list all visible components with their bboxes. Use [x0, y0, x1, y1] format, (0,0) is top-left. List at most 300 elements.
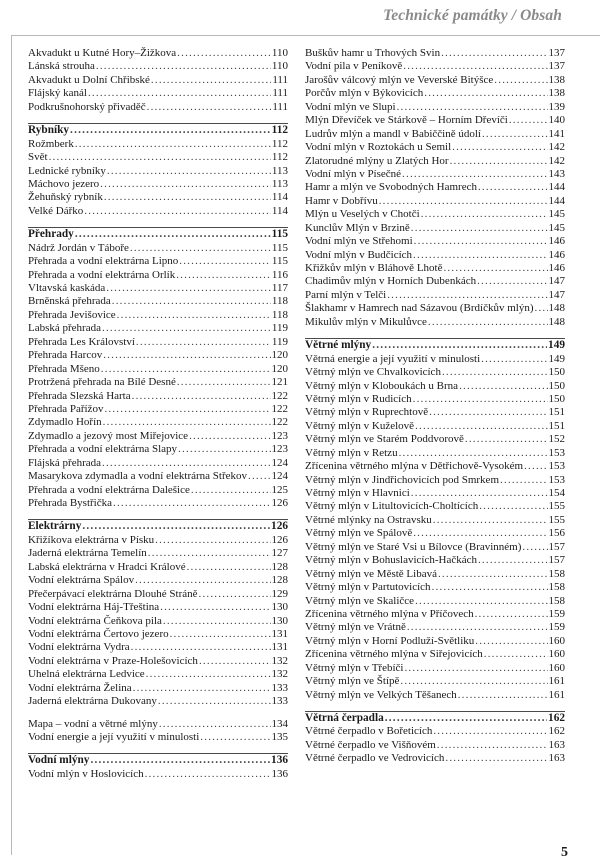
toc-entry [305, 222, 565, 235]
toc-entry-page-number: 119 [271, 322, 288, 335]
toc-entry [305, 406, 565, 419]
toc-entry [305, 262, 565, 275]
toc-entry-page-number: 142 [548, 154, 565, 167]
dot-leader [413, 527, 547, 540]
toc-entry-page-number: 113 [271, 164, 288, 177]
toc-entry-title: Větrný mlýn v Partutovicích [305, 581, 431, 594]
toc-entry-page-number: 145 [548, 221, 565, 234]
dot-leader [155, 534, 270, 547]
dot-leader [452, 141, 547, 154]
dot-leader [132, 390, 271, 403]
toc-entry [305, 114, 565, 127]
toc-entry-title: Přehrada Slezská Harta [28, 389, 131, 402]
toc-entry-page-number: 161 [548, 675, 565, 688]
dot-leader [200, 731, 270, 744]
dot-leader [402, 168, 547, 181]
toc-entry-title: Lánská strouha [28, 60, 95, 73]
toc-entry [305, 47, 565, 60]
toc-entry-title: Rybníky [28, 124, 70, 137]
toc-entry [305, 353, 565, 366]
toc-entry-title: Hamr v Dobřívu [305, 194, 378, 207]
toc-entry-title: Větrný mlýn ve Štípě [305, 675, 400, 688]
toc-entry-title: Vodní elektrárna Čeňkova pila [28, 614, 162, 627]
toc-entry-title: Větrný mlýn ve Městě Libavá [305, 567, 437, 580]
toc-entry [305, 289, 565, 302]
toc-entry-page-number: 161 [548, 688, 565, 701]
toc-entry-page-number: 143 [548, 167, 565, 180]
toc-entry [305, 249, 565, 262]
toc-entry-page-number: 126 [271, 497, 288, 509]
toc-entry [305, 302, 565, 315]
toc-section-heading [28, 753, 288, 767]
dot-leader [477, 275, 547, 288]
toc-entry-title: Rožmberk [28, 137, 74, 150]
toc-entry [305, 689, 565, 702]
toc-entry-page-number: 138 [548, 73, 565, 86]
toc-section-heading [28, 519, 288, 533]
dot-leader [482, 128, 548, 141]
toc-entry-page-number: 160 [548, 661, 565, 674]
toc-entry-page-number: 125 [271, 483, 288, 496]
toc-entry [305, 752, 565, 765]
toc-entry-page-number: 150 [548, 366, 565, 379]
dot-leader [191, 484, 271, 497]
toc-entry-title: Větrná energie a její využití v minulosti [305, 352, 481, 365]
toc-entry [28, 47, 288, 60]
toc-entry-page-number: 128 [271, 574, 288, 587]
dot-leader [88, 87, 271, 100]
toc-entry [28, 178, 288, 191]
toc-entry [305, 168, 565, 181]
toc-entry-title: Větrný mlýn v Retzu [305, 446, 398, 459]
toc-entry [28, 641, 288, 654]
toc-entry [305, 621, 565, 634]
toc-entry-page-number: 122 [271, 416, 288, 429]
dot-leader [509, 114, 548, 127]
section-gap [305, 702, 565, 711]
toc-entry [28, 349, 288, 362]
toc-section-heading [28, 123, 288, 137]
toc-entry-page-number: 116 [271, 268, 288, 281]
dot-leader [522, 541, 547, 554]
toc-entry-title: Masarykova zdymadla a vodní elektrárna Střekov [28, 470, 248, 483]
dot-leader [151, 74, 271, 87]
frame-left-rule [11, 35, 12, 855]
toc-entry-title: Jaderná elektrárna Temelín [28, 547, 147, 560]
toc-entry [28, 768, 288, 781]
toc-entry-page-number: 146 [548, 235, 565, 248]
toc-entry-page-number: 146 [548, 248, 565, 261]
toc-entry-title: Vodní mlýn ve Slupi [305, 100, 396, 113]
dot-leader [500, 474, 548, 487]
toc-entry-title: Zdymadlo a jezový most Miřejovice [28, 429, 189, 442]
toc-entry [305, 648, 565, 661]
toc-entry [305, 554, 565, 567]
toc-entry [305, 433, 565, 446]
dot-leader [148, 547, 271, 560]
dot-leader [481, 353, 547, 366]
toc-entry-title: Vodní mlýn ve Střehomi [305, 235, 413, 248]
toc-entry [28, 322, 288, 335]
toc-section-heading [305, 338, 565, 352]
toc-entry-title: Šlakhamr v Hamrech nad Sázavou (Brdíčkův mlýn) [305, 302, 534, 315]
dot-leader [145, 768, 271, 781]
toc-entry-page-number: 111 [272, 73, 288, 86]
toc-entry-title: Přehrada Harcov [28, 349, 103, 362]
dot-leader [199, 588, 271, 601]
dot-leader [107, 165, 271, 178]
dot-leader [524, 460, 547, 473]
toc-entry-title: Větrná čerpadla [305, 712, 384, 724]
dot-leader [49, 151, 271, 164]
toc-entry [28, 655, 288, 668]
dot-leader [421, 208, 548, 221]
toc-entry-title: Větrný mlýn v Kloboukách u Brna [305, 379, 459, 392]
toc-entry-title: Větrný mlýn ve Skaličce [305, 594, 415, 607]
toc-entry-page-number: 149 [548, 339, 565, 352]
toc-entry-page-number: 118 [271, 295, 288, 308]
toc-entry-title: Elektrárny [28, 520, 82, 533]
toc-entry-page-number: 128 [271, 560, 288, 573]
toc-entry [28, 731, 288, 744]
toc-entry [305, 60, 565, 73]
dot-leader [112, 295, 271, 308]
toc-entry-title: Větrný mlýn v Horní Podluží-Světliku [305, 634, 475, 647]
toc-entry-page-number: 124 [271, 470, 288, 483]
toc-entry-title: Větrný mlýn ve Velkých Těšanech [305, 688, 457, 701]
dot-leader [102, 322, 271, 335]
toc-entry-title: Větrný mlýn ve Starém Poddvorově [305, 433, 464, 446]
toc-entry [305, 101, 565, 114]
toc-entry-title: Přehrada Jevišovice [28, 308, 116, 321]
toc-entry [28, 255, 288, 268]
dot-leader [96, 60, 271, 73]
toc-entry-title: Nádrž Jordán v Táboře [28, 241, 129, 254]
dot-leader [411, 222, 548, 235]
toc-entry-page-number: 130 [271, 614, 288, 627]
toc-entry [305, 514, 565, 527]
toc-entry-page-number: 122 [271, 402, 288, 415]
toc-entry-page-number: 141 [548, 127, 565, 140]
toc-entry-title: Křižkův mlýn v Bláhově Lhotě [305, 262, 443, 274]
toc-entry-page-number: 158 [548, 581, 565, 594]
toc-entry-title: Přehrady [28, 228, 74, 241]
toc-entry-page-number: 122 [271, 389, 288, 402]
toc-entry-title: Větrný mlýn v Hlavnici [305, 487, 410, 499]
toc-entry [28, 601, 288, 614]
toc-entry-page-number: 153 [548, 460, 565, 473]
toc-entry-title: Větrný mlýn ve Chvalkovicích [305, 366, 441, 379]
toc-entry [28, 588, 288, 601]
toc-entry-title: Vodní mlýn v Hoslovicích [28, 767, 144, 780]
toc-entry-page-number: 120 [271, 362, 288, 375]
toc-entry-title: Větrné čerpadlo v Bořeticích [305, 725, 433, 738]
dot-leader [450, 155, 548, 168]
toc-entry [305, 155, 565, 168]
toc-entry-title: Vodní elektrárna Vydra [28, 641, 130, 654]
toc-entry-title: Zřícenina větrného mlýna v Příčovech [305, 607, 474, 620]
toc-entry [305, 195, 565, 208]
toc-entry [305, 208, 565, 221]
toc-entry [305, 141, 565, 154]
toc-entry-page-number: 151 [548, 406, 565, 419]
toc-entry [28, 87, 288, 100]
toc-entry [28, 628, 288, 641]
toc-entry-page-number: 136 [271, 767, 288, 780]
toc-entry-page-number: 111 [272, 100, 288, 113]
dot-leader [437, 739, 548, 752]
toc-entry [28, 668, 288, 681]
dot-leader [176, 269, 271, 282]
dot-leader [387, 289, 547, 302]
toc-section-heading [305, 711, 565, 725]
dot-leader [135, 574, 270, 587]
toc-entry-title: Vodní energie a její využití v minulosti [28, 731, 200, 743]
toc-entry [305, 275, 565, 288]
dot-leader [399, 447, 548, 460]
dot-leader [411, 487, 548, 500]
dot-leader [415, 595, 547, 608]
dot-leader [403, 60, 547, 73]
dot-leader [475, 635, 547, 648]
toc-entry-page-number: 113 [271, 177, 288, 190]
toc-entry [28, 295, 288, 308]
toc-entry-page-number: 147 [548, 288, 565, 301]
dot-leader [90, 754, 270, 767]
toc-entry [28, 309, 288, 322]
toc-entry-title: Vodní elektrárna v Praze-Holešovicích [28, 654, 198, 667]
dot-leader [397, 101, 548, 114]
toc-entry-page-number: 123 [271, 443, 288, 456]
dot-leader [106, 282, 271, 295]
toc-entry-title: Vodní elektrárna Spálov [28, 574, 135, 587]
toc-entry-page-number: 148 [548, 315, 565, 328]
dot-leader [130, 242, 271, 255]
toc-entry-title: Vodní elektrárna Želina [28, 681, 132, 694]
dot-leader [102, 457, 271, 470]
toc-entry-title: Mikulův mlýn v Mikulůvce [305, 315, 427, 328]
toc-entry-page-number: 147 [548, 275, 565, 288]
toc-entry-page-number: 139 [548, 100, 565, 113]
section-gap [28, 218, 288, 227]
toc-entry [28, 165, 288, 178]
toc-entry-page-number: 114 [271, 204, 288, 217]
toc-entry-page-number: 154 [548, 487, 565, 499]
toc-entry-title: Brněnská přehrada [28, 295, 111, 308]
toc-entry [305, 725, 565, 738]
dot-leader [189, 430, 270, 443]
toc-entry-page-number: 157 [548, 554, 565, 567]
dot-leader [478, 181, 548, 194]
toc-entry-page-number: 162 [548, 725, 565, 738]
toc-entry-page-number: 130 [271, 601, 288, 614]
toc-entry [305, 595, 565, 608]
toc-entry [305, 500, 565, 513]
toc-entry-page-number: 119 [271, 335, 288, 348]
toc-entry-title: Přečerpávací elektrárna Dlouhé Stráně [28, 587, 198, 600]
toc-entry-page-number: 157 [548, 540, 565, 553]
toc-entry-title: Přehrada Pařížov [28, 402, 104, 415]
toc-entry-page-number: 160 [548, 648, 565, 661]
toc-entry-page-number: 145 [548, 208, 565, 221]
dot-leader [458, 689, 548, 702]
toc-entry-title: Přehrada a vodní elektrárna Slapy [28, 443, 178, 456]
toc-entry-page-number: 151 [548, 419, 565, 432]
dot-leader [84, 205, 271, 218]
toc-entry-page-number: 133 [271, 695, 288, 708]
toc-entry-title: Mapa – vodní a větrné mlýny [28, 717, 158, 730]
toc-entry-page-number: 155 [548, 500, 565, 513]
dot-leader [104, 403, 270, 416]
dot-leader [177, 47, 271, 60]
toc-right-column [305, 47, 565, 855]
frame-top-rule [11, 35, 600, 36]
toc-entry [28, 101, 288, 114]
toc-entry-title: Křižíkova elektrárna v Písku [28, 533, 155, 546]
toc-entry [28, 363, 288, 376]
dot-leader [433, 725, 547, 738]
toc-entry [28, 574, 288, 587]
dot-leader [187, 561, 271, 574]
toc-entry-title: Větrné čerpadlo ve Višňovém [305, 738, 436, 751]
toc-entry-title: Vodní mlýn v Budčicích [305, 248, 413, 261]
toc-entry-page-number: 127 [271, 547, 288, 560]
dot-leader [100, 178, 271, 191]
section-gap [305, 329, 565, 338]
dot-leader [479, 500, 547, 513]
toc-entry [28, 534, 288, 547]
toc-entry-title: Větrné mlýnky na Ostravsku [305, 513, 432, 526]
toc-entry-page-number: 110 [271, 47, 288, 59]
page-header-title: Technické památky / Obsah [383, 7, 562, 24]
toc-entry-page-number: 138 [548, 87, 565, 100]
dot-leader [104, 191, 271, 204]
section-gap [28, 709, 288, 718]
toc-entry-title: Flájský kanál [28, 87, 87, 100]
toc-section-heading [28, 227, 288, 241]
toc-entry-title: Vltavská kaskáda [28, 282, 106, 294]
toc-entry [28, 282, 288, 295]
toc-entry-title: Parní mlýn v Telči [305, 288, 387, 301]
toc-entry-title: Mlýn u Veselých v Chotči [305, 208, 420, 221]
toc-entry-page-number: 126 [271, 520, 288, 533]
toc-entry [305, 420, 565, 433]
toc-entry-page-number: 137 [548, 60, 565, 73]
dot-leader [372, 339, 547, 352]
toc-entry [28, 561, 288, 574]
dot-leader [407, 621, 548, 634]
toc-entry-page-number: 153 [548, 473, 565, 486]
toc-entry-title: Vodní mlýn v Roztokách u Semil [305, 141, 452, 154]
dot-leader [494, 74, 547, 87]
dot-leader [404, 662, 547, 675]
dot-leader [178, 443, 270, 456]
toc-entry-page-number: 126 [271, 533, 288, 546]
toc-entry [28, 336, 288, 349]
dot-leader [465, 433, 548, 446]
dot-leader [442, 366, 548, 379]
toc-entry-page-number: 131 [271, 627, 288, 640]
toc-entry-page-number: 162 [548, 712, 565, 724]
toc-entry-title: Zlatorudné mlýny u Zlatých Hor [305, 154, 449, 167]
toc-entry-page-number: 118 [271, 308, 288, 321]
toc-entry [28, 403, 288, 416]
toc-entry-title: Přehrada Les Království [28, 335, 135, 348]
toc-entry [28, 457, 288, 470]
dot-leader [400, 675, 547, 688]
toc-entry-title: Velké Dářko [28, 204, 84, 217]
toc-entry-title: Svět [28, 151, 48, 164]
toc-entry [305, 393, 565, 406]
toc-entry [305, 541, 565, 554]
toc-entry-page-number: 111 [272, 87, 288, 100]
dot-leader [117, 309, 271, 322]
dot-leader [136, 336, 271, 349]
toc-entry-page-number: 163 [548, 738, 565, 751]
toc-entry [28, 151, 288, 164]
toc-entry-page-number: 132 [271, 654, 288, 667]
toc-entry-title: Kunclův Mlýn v Brzině [305, 221, 410, 234]
toc-entry-title: Přehrada a vodní elektrárna Dalešice [28, 483, 190, 496]
toc-entry-title: Větrný mlýn ve Staré Vsi u Bílovce (Bravinném) [305, 540, 522, 553]
toc-entry-title: Větrné mlýny [305, 339, 372, 352]
toc-entry-title: Labská přehrada [28, 322, 101, 335]
toc-entry-title: Hamr a mlýn ve Svobodných Hamrech [305, 181, 477, 194]
dot-leader [177, 376, 271, 389]
toc-entry-title: Přehrada a vodní elektrárna Lipno [28, 255, 179, 268]
toc-entry-title: Žehuňský rybník [28, 191, 103, 204]
toc-entry [305, 739, 565, 752]
toc-entry [28, 470, 288, 483]
toc-entry-page-number: 150 [548, 392, 565, 405]
toc-entry-title: Zřícenina větrného mlýna v Siřejovicích [305, 648, 483, 661]
toc-entry-page-number: 158 [548, 567, 565, 580]
toc-entry [305, 675, 565, 688]
toc-entry-title: Ludrův mlýn a mandl v Babiččině údolí [305, 127, 481, 140]
dot-leader [70, 124, 271, 137]
dot-leader [179, 255, 271, 268]
section-gap [28, 114, 288, 123]
dot-leader [82, 520, 270, 533]
toc-entry-title: Uhelná elektrárna Ledvice [28, 668, 145, 681]
toc-entry-title: Větrný mlýn v Litultovicích-Choltících [305, 500, 479, 513]
toc-entry [305, 568, 565, 581]
toc-entry-page-number: 160 [548, 634, 565, 647]
dot-leader [413, 249, 547, 262]
toc-entry-title: Porčův mlýn v Býkovicích [305, 87, 424, 100]
dot-leader [103, 416, 271, 429]
page-number: 5 [561, 845, 568, 860]
dot-leader [413, 393, 548, 406]
toc-entry [305, 74, 565, 87]
dot-leader [113, 497, 271, 510]
toc-entry-title: Větrný mlýn v Třebíči [305, 661, 404, 674]
toc-entry [305, 380, 565, 393]
dot-leader [535, 302, 548, 315]
toc-entry-title: Větrný mlýn v Bohuslavicích-Hačkách [305, 554, 477, 567]
dot-leader [158, 695, 271, 708]
toc-entry [28, 138, 288, 151]
toc-entry-page-number: 115 [271, 255, 288, 268]
toc-entry [28, 269, 288, 282]
toc-entry [305, 235, 565, 248]
toc-entry-title: Protržená přehrada na Bílé Desné [28, 376, 176, 389]
toc-entry-title: Větrný mlýn ve Vrátně [305, 621, 406, 634]
toc-entry [305, 474, 565, 487]
toc-entry-title: Přehrada Bystřička [28, 497, 112, 509]
section-gap [28, 744, 288, 753]
toc-entry [28, 682, 288, 695]
